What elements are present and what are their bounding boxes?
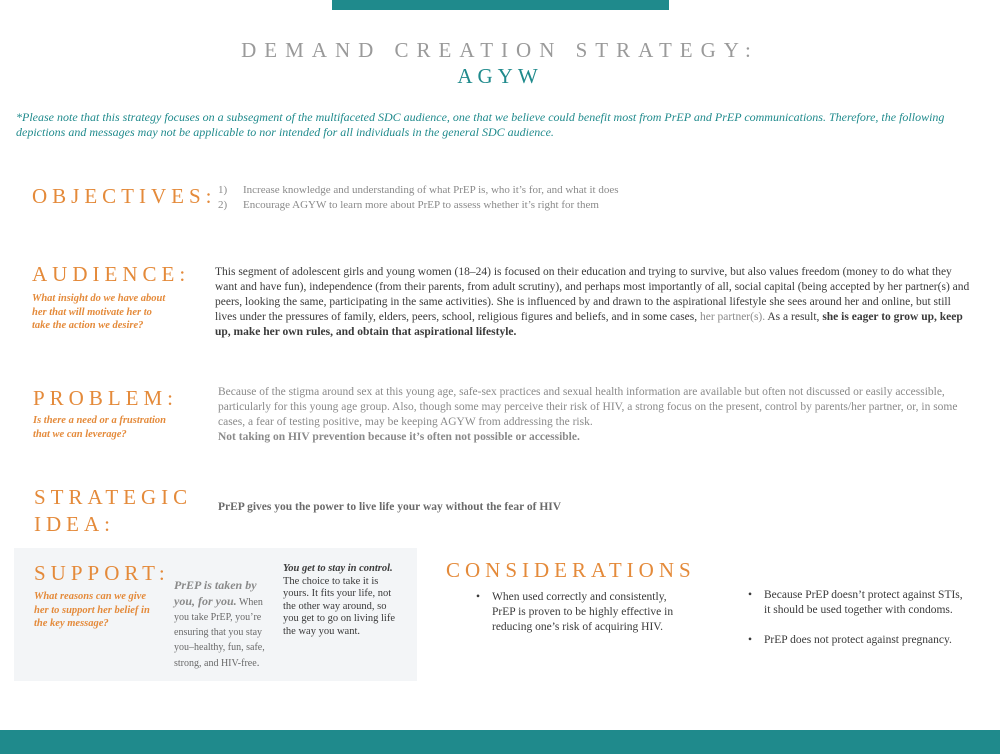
problem-text-main: Because of the stigma around sex at this young age, safe-sex practices and sexual health information are available but often not discussed or easily accessible, particularly for this young age group. Also, though some may perceive their risk of HIV, a strong focus on the present, control by parents/her partner, or, in some cases, a fear of testing positive, may be keeping AGYW from addressing the risk. xyxy=(218,386,958,428)
objective-text: Increase knowledge and understanding of what PrEP is, who it’s for, and what it does xyxy=(243,184,619,196)
objective-item xyxy=(218,183,619,198)
support-point-2-lead: You get to stay in control. xyxy=(283,563,393,574)
objective-item xyxy=(218,198,619,213)
considerations-list-2 xyxy=(748,588,963,663)
problem-text-bold: Not taking on HIV prevention because it’s often not possible or accessible. xyxy=(218,431,580,443)
objectives-list xyxy=(218,183,619,213)
support-point-1 xyxy=(174,578,269,671)
top-accent-bar xyxy=(332,0,669,10)
support-point-2-text: The choice to take it is yours. It fits your life, not the other way around, so you get to go on living life the way you want. xyxy=(283,575,395,637)
page-subtitle: AGYW xyxy=(457,64,543,88)
objective-number: 2) xyxy=(218,199,228,211)
considerations-list-1 xyxy=(476,590,686,635)
audience-text-bold: she is eager to grow up, keep up, make her own rules, and obtain that aspirational lifestyle. xyxy=(215,311,963,338)
strategic-idea-text: PrEP gives you the power to live life your way without the fear of HIV xyxy=(218,501,562,513)
audience-question: What insight do we have about her that will motivate her to take the action we desire? xyxy=(32,293,166,331)
bottom-accent-bar xyxy=(0,730,1000,754)
consideration-item: • Because PrEP doesn’t protect against STIs, it should be used together with condoms. xyxy=(748,588,963,618)
objective-text: Encourage AGYW to learn more about PrEP to assess whether it’s right for them xyxy=(243,199,599,211)
page-title: DEMAND CREATION STRATEGY: xyxy=(241,38,759,62)
problem-heading: PROBLEM: xyxy=(33,386,179,410)
support-point-1-text: When you take PrEP, you’re ensuring that you stay you–healthy, fun, safe, strong, and HIV-free xyxy=(174,597,265,669)
support-point-1-end: . xyxy=(256,655,260,669)
consideration-item: • When used correctly and consistently, PrEP is proven to be highly effective in reducing one’s risk of acquiring HIV. xyxy=(476,590,686,635)
considerations-heading: CONSIDERATIONS xyxy=(446,558,696,582)
strategic-idea-heading xyxy=(34,484,192,538)
support-question: What reasons can we give her to support her belief in the key message? xyxy=(34,591,150,629)
consideration-item: • PrEP does not protect against pregnancy. xyxy=(748,633,963,648)
audience-text-main: This segment of adolescent girls and young women (18–24) is focused on their education and trying to survive, but also values freedom (money to do what they want and have fun), independence (from their parents, from adult scrutiny), and perhaps most importantly of all, social capital (being accepted by her partner(s) and peers, looking the same, participating in the same activities). She is influenced by and drawn to the aspirational lifestyle she sees around her and online, but still lives under the pressures of family, elders, peers, school, religious figures and beliefs, and in some cases, xyxy=(215,266,970,323)
objective-number: 1) xyxy=(218,184,228,196)
disclaimer-note: *Please note that this strategy focuses on a subsegment of the multifaceted SDC audience, one that we believe could benefit most from PrEP and PrEP communications. Therefore, the following depictions and messages may not be applicable to nor intended for all individuals in the general SDC audience. xyxy=(16,110,945,139)
problem-text xyxy=(218,385,968,445)
audience-heading: AUDIENCE: xyxy=(32,262,191,286)
support-point-2 xyxy=(283,563,401,638)
support-point-1-lead: PrEP is taken by you, for you. xyxy=(174,578,257,608)
audience-text-muted: her partner(s). xyxy=(697,311,768,323)
problem-question: Is there a need or a frustration that we can leverage? xyxy=(33,415,167,440)
audience-text-after: As a result, xyxy=(767,311,823,323)
strategic-idea-heading-line2: IDEA: xyxy=(34,512,115,536)
audience-text xyxy=(215,265,970,340)
objectives-heading: OBJECTIVES: xyxy=(32,184,217,208)
strategic-idea-heading-line1: STRATEGIC xyxy=(34,485,193,509)
support-heading: SUPPORT: xyxy=(34,561,170,585)
